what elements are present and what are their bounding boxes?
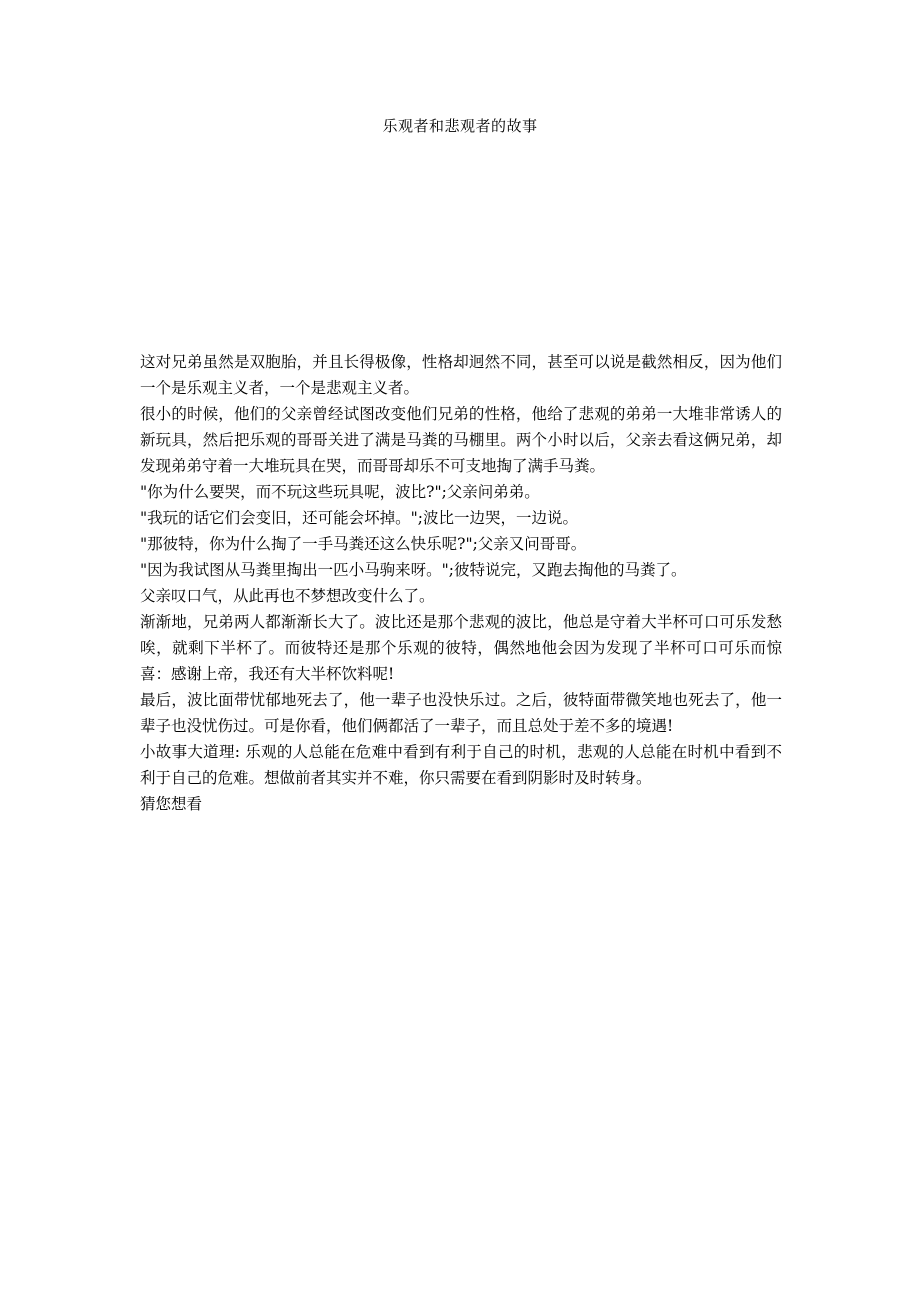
paragraph-father-question-bobby: "你为什么要哭，而不玩这些玩具呢，波比?";父亲问弟弟。	[140, 483, 540, 501]
paragraph-father-sigh: 父亲叹口气，从此再也不梦想改变什么了。	[140, 587, 435, 605]
paragraph-intro: 这对兄弟虽然是双胞胎，并且长得极像，性格却迥然不同，甚至可以说是截然相反，因为他们一个是乐观主义者，一个是悲观主义者。	[140, 353, 782, 397]
document-body	[140, 349, 782, 817]
paragraph-ending: 最后，波比面带忧郁地死去了，他一辈子也没快乐过。之后，彼特面带微笑地也死去了，他一辈子也没忧伤过。可是你看，他们俩都活了一辈子，而且总处于差不多的境遇!	[140, 691, 782, 735]
paragraph-growing-up: 渐渐地，兄弟两人都渐渐长大了。波比还是那个悲观的波比，他总是守着大半杯可口可乐发愁 唉，就剩下半杯了。而彼特还是那个乐观的彼特，偶然地他会因为发现了半杯可口可乐而惊喜：感谢上帝，我还有大半杯饮料呢!	[140, 613, 782, 683]
paragraph-peter-answer: "因为我试图从马粪里掏出一匹小马驹来呀。";彼特说完，又跑去掏他的马粪了。	[140, 561, 687, 579]
link-recommended[interactable]: 猜您想看	[140, 795, 203, 813]
paragraph-childhood: 很小的时候，他们的父亲曾经试图改变他们兄弟的性格，他给了悲观的弟弟一大堆非常诱人的新玩具，然后把乐观的哥哥关进了满是马粪的马棚里。两个小时以后，父亲去看这俩兄弟，却发现弟弟守着一大堆玩具在哭，而哥哥却乐不可支地掏了满手马粪。	[140, 405, 782, 475]
paragraph-bobby-answer: "我玩的话它们会变旧，还可能会坏掉。";波比一边哭，一边说。	[140, 509, 578, 527]
document-title: 乐观者和悲观者的故事	[382, 117, 538, 135]
paragraph-father-question-peter: "那彼特，你为什么掏了一手马粪还这么快乐呢?";父亲又问哥哥。	[140, 535, 587, 553]
paragraph-moral: 小故事大道理: 乐观的人总能在危难中看到有利于自己的时机，悲观的人总能在时机中看到不利于自己的危难。想做前者其实并不难，你只需要在看到阴影时及时转身。	[140, 743, 782, 787]
